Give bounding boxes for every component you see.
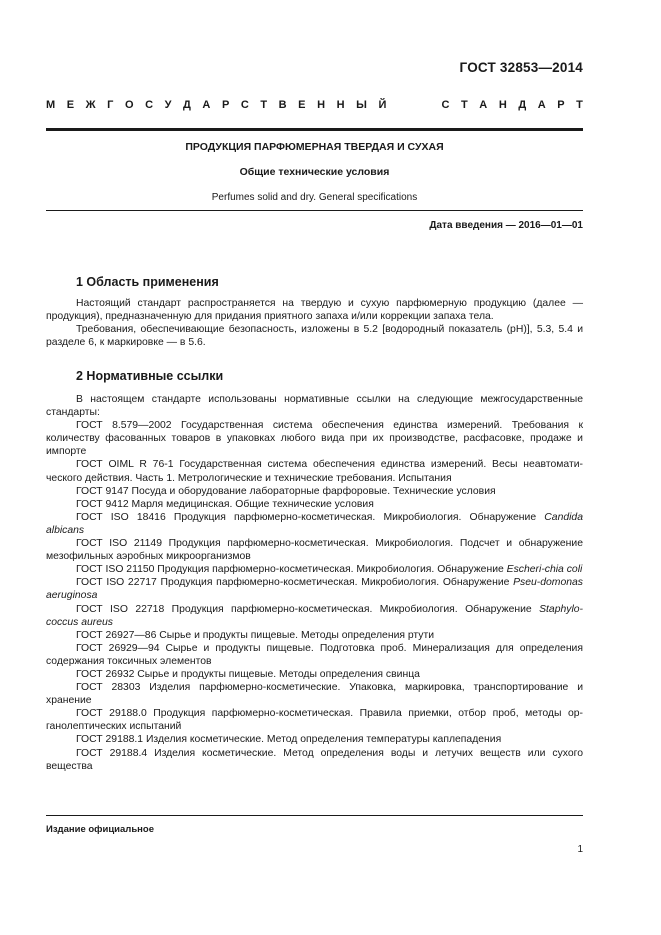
document-title: ПРОДУКЦИЯ ПАРФЮМЕРНАЯ ТВЕРДАЯ И СУХАЯ [185, 141, 444, 153]
reference-item: ГОСТ 9147 Посуда и оборудование лабораторные фарфоровые. Технические условия [76, 485, 496, 497]
reference-item: ГОСТ OIML R 76-1 Государственная система обеспечения единства измерений. Весы неавтомати-ческого действия. Часть 1. Метрологические и технические требования. Испытания [46, 459, 583, 484]
reference-item: ГОСТ ISO 21150 Продукция парфюмерно-косметическая. Микробиология. Обнаружение Escheri-chia coli [76, 564, 583, 576]
page-number: 1 [577, 844, 583, 855]
section-1-heading: 1 Область применения [76, 275, 219, 289]
reference-item: ГОСТ 26927—86 Сырье и продукты пищевые. Методы определения ртути [76, 629, 435, 641]
official-edition-label: Издание официальное [46, 824, 154, 835]
document-number: ГОСТ 32853—2014 [459, 60, 583, 75]
reference-item: ГОСТ 26932 Сырье и продукты пищевые. Методы определения свинца [76, 668, 420, 680]
reference-item: ГОСТ 29188.1 Изделия косметические. Метод определения температуры каплепадения [76, 734, 502, 746]
paragraph: Требования, обеспечивающие безопасность, изложены в 5.2 [водородный показатель (pH)], 5.3, 5.4 и разделе 6, к маркировке — в 5.6. [46, 324, 583, 349]
title-rule [46, 210, 583, 211]
footer-rule [46, 815, 583, 816]
paragraph: В настоящем стандарте использованы нормативные ссылки на следующие межгосударственные стандарты: [46, 394, 583, 419]
header-rule [46, 128, 583, 131]
reference-item: ГОСТ 29188.0 Продукция парфюмерно-косметическая. Правила приемки, отбор проб, методы ор-ганолептических испытаний [46, 708, 583, 733]
introduction-date: Дата введения — 2016—01—01 [429, 220, 583, 231]
reference-item: ГОСТ ISO 18416 Продукция парфюмерно-косметическая. Микробиология. Обнаружение Candida albicans [46, 511, 583, 536]
document-subtitle: Общие технические условия [239, 166, 390, 178]
english-title: Perfumes solid and dry. General specifications [211, 192, 418, 203]
reference-item: ГОСТ ISO 21149 Продукция парфюмерно-косметическая. Микробиология. Подсчет и обнаружение мезофильных аэробных микроорганизмов [46, 538, 583, 563]
section-2-body [46, 393, 583, 773]
section-1-body [46, 297, 583, 349]
standard-type-heading: М Е Ж Г О С У Д А Р С Т В Е Н Н Ы Й С Т А Н Д А Р Т [46, 99, 583, 111]
section-2-heading: 2 Нормативные ссылки [76, 369, 224, 383]
reference-item: ГОСТ 9412 Марля медицинская. Общие технические условия [76, 498, 374, 510]
reference-item: ГОСТ 28303 Изделия парфюмерно-косметические. Упаковка, маркировка, транспортирование и хранение [46, 682, 583, 707]
paragraph: Настоящий стандарт распространяется на твердую и сухую парфюмерную продукцию (далее — продукция), предназначенную для придания приятного запаха и/или коррекции запаха тела. [46, 298, 583, 323]
reference-item: ГОСТ ISO 22717 Продукция парфюмерно-косметическая. Микробиология. Обнаружение Pseu-domonas aeruginosa [46, 577, 583, 602]
reference-item: ГОСТ 26929—94 Сырье и продукты пищевые. Подготовка проб. Минерализация для определения содержания токсичных элементов [46, 642, 583, 667]
reference-item: ГОСТ 29188.4 Изделия косметические. Метод определения воды и летучих веществ или сухого вещества [46, 747, 583, 772]
reference-item: ГОСТ ISO 22718 Продукция парфюмерно-косметическая. Микробиология. Обнаружение Staphylo-coccus aureus [46, 603, 583, 628]
reference-item: ГОСТ 8.579—2002 Государственная система обеспечения единства измерений. Требования к количеству фасованных товаров в упаковках любого вида при их производстве, расфасовке, продаже и импорте [46, 420, 583, 458]
